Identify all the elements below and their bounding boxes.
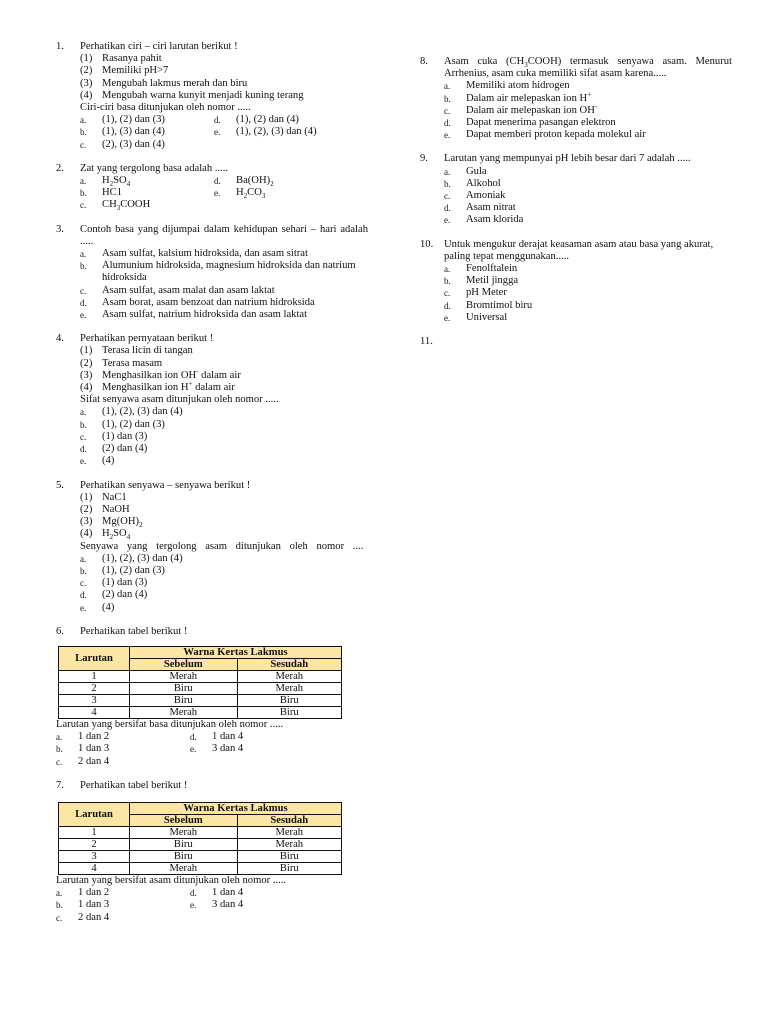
answer-option-d: d. Dapat menerima pasangan elektron xyxy=(444,117,616,129)
statement-item: (1) NaC1 xyxy=(80,491,127,503)
question-stem: Contoh basa yang dijumpai dalam kehidupan sehari – hari adalah ..... xyxy=(80,223,368,247)
question-stem: Asam cuka $(CH_3COOH)$ termasuk senyawa asam. Menurut Arrhenius, asam cuka memiliki sifat asam karena..... xyxy=(444,56,732,80)
litmus-table xyxy=(58,646,342,719)
answer-option-e: e. Dapat memberi proton kepada molekul air xyxy=(444,129,646,141)
answer-option-d: d. (1), (2) dan (4) xyxy=(214,114,299,126)
table-row: 2 Biru Merah xyxy=(59,838,342,850)
question-stem: Larutan yang mempunyai pH lebih besar dari 7 adalah ..... xyxy=(444,153,691,165)
answer-option-b: b. Alkohol xyxy=(444,177,501,189)
question-stem: Untuk mengukur derajat keasaman asam atau basa yang akurat, paling tepat menggunakan..... xyxy=(444,238,714,262)
answer-option-e: e. 3 dan 4 xyxy=(190,743,244,755)
question-stem: Perhatikan tabel berikut ! xyxy=(80,779,188,791)
statement-item: (2) Terasa masam xyxy=(80,357,163,369)
question-number: 4. xyxy=(56,333,64,345)
table-header-larutan: Larutan xyxy=(59,802,130,826)
answer-option-c: c. 2 dan 4 xyxy=(56,911,110,923)
question-number: 8. xyxy=(420,56,428,67)
answer-option-a: a. Gula xyxy=(444,165,487,177)
answer-option-e: e. (4) xyxy=(80,455,115,467)
answer-option-c: c. $CH_3COOH$ xyxy=(80,199,151,213)
table-row: 3 Biru Biru xyxy=(59,850,342,862)
answer-option-d: d. 1 dan 4 xyxy=(190,731,244,743)
question-4 xyxy=(56,333,368,467)
question-number: 10. xyxy=(420,238,434,250)
question-prompt: Ciri-ciri basa ditunjukan oleh nomor ..... xyxy=(80,102,251,114)
answer-option-c: c. 2 dan 4 xyxy=(56,755,110,767)
question-prompt: Sifat senyawa asam ditunjukan oleh nomor ..... xyxy=(80,394,279,406)
table-row: 4 Merah Biru xyxy=(59,862,342,874)
table-header-before: Sebelum xyxy=(130,814,238,826)
question-stem: Perhatikan tabel berikut ! xyxy=(80,625,188,637)
question-11 xyxy=(420,336,732,348)
answer-option-b: b. 1 dan 3 xyxy=(56,743,110,755)
answer-option-d: d. Asam borat, asam benzoat dan natrium hidroksida xyxy=(80,296,315,308)
table-header-before: Sebelum xyxy=(130,658,238,670)
question-number: 1. xyxy=(56,41,64,52)
answer-option-e: e. Asam klorida xyxy=(444,214,524,226)
statement-item: (1) Terasa licin di tangan xyxy=(80,345,193,357)
answer-options xyxy=(80,175,368,212)
table-row: 1 Merah Merah xyxy=(59,826,342,838)
statement-item: (2) Memiliki pH>7 xyxy=(80,65,169,77)
answer-option-a: a. (1), (2), (3) dan (4) xyxy=(80,552,183,564)
answer-option-b: b. HC1 xyxy=(80,187,123,199)
answer-option-a: a. 1 dan 2 xyxy=(56,887,110,899)
statement-item: (1) Rasanya pahit xyxy=(80,53,162,65)
table-header-group: Warna Kertas Lakmus xyxy=(130,646,342,658)
answer-option-e: e. Universal xyxy=(444,311,508,323)
table-header-after: Sesudah xyxy=(237,814,341,826)
question-number: 2. xyxy=(56,162,64,174)
answer-option-c: c. Dalam air melepaskan ion OH- xyxy=(444,102,598,116)
answer-option-d: d. 1 dan 4 xyxy=(190,887,244,899)
question-stem: Perhatikan pernyataan berikut ! xyxy=(80,333,214,345)
answer-option-e: e. 3 dan 4 xyxy=(190,899,244,911)
left-column xyxy=(56,41,368,936)
question-number: 11. xyxy=(420,336,433,348)
answer-option-d: d. Bromtimol biru xyxy=(444,299,533,311)
question-number: 3. xyxy=(56,223,64,235)
table-row: 4 Merah Biru xyxy=(59,706,342,718)
answer-option-c: c. (1) dan (3) xyxy=(80,577,148,589)
answer-option-a: a. 1 dan 2 xyxy=(56,731,110,743)
answer-option-b: b. (1), (2) dan (3) xyxy=(80,418,165,430)
question-1 xyxy=(56,41,368,151)
answer-option-a: a. Memiliki atom hidrogen xyxy=(444,80,570,92)
statement-item: (3) Mengubah lakmus merah dan biru xyxy=(80,77,248,89)
answer-option-b: b. 1 dan 3 xyxy=(56,899,110,911)
table-header-after: Sesudah xyxy=(237,658,341,670)
table-row: 2 Biru Merah xyxy=(59,682,342,694)
question-prompt: Larutan yang bersifat basa ditunjukan oleh nomor ..... xyxy=(56,718,284,730)
table-row: 1 Merah Merah xyxy=(59,670,342,682)
statement-item: (4) Mengubah warna kunyit menjadi kuning terang xyxy=(80,89,304,101)
answer-option-e: e. (1), (2), (3) dan (4) xyxy=(214,126,317,138)
question-5 xyxy=(56,480,368,614)
question-stem: Perhatikan ciri – ciri larutan berikut ! xyxy=(80,41,238,52)
question-stem: Perhatikan senyawa – senyawa berikut ! xyxy=(80,479,251,491)
answer-options xyxy=(56,887,368,924)
statement-item: (3) $Mg(OH)_2$ xyxy=(80,516,143,530)
answer-option-e: e. $H_2CO_3$ xyxy=(214,187,266,201)
answer-option-b: b. (1), (3) dan (4) xyxy=(80,126,165,138)
statement-item: (2) NaOH xyxy=(80,503,130,515)
answer-option-c: c. pH Meter xyxy=(444,287,507,299)
question-prompt: Senyawa yang tergolong asam ditunjukan oleh nomor .... xyxy=(80,540,364,552)
question-7 xyxy=(56,780,368,924)
answer-option-a: a. Fenolftalein xyxy=(444,263,518,275)
answer-option-e: e. (4) xyxy=(80,601,115,613)
answer-option-d: d. (2) dan (4) xyxy=(80,443,148,455)
answer-option-b: b. Alumunium hidroksida, magnesium hidroksida dan natrium hidroksida xyxy=(80,260,356,284)
answer-option-a: a. $H_2SO_4$ xyxy=(80,175,131,189)
answer-option-d: d. Asam nitrat xyxy=(444,202,516,214)
question-number: 7. xyxy=(56,779,64,791)
answer-option-c: c. (2), (3) dan (4) xyxy=(80,138,165,150)
answer-option-c: c. Amoniak xyxy=(444,190,506,202)
question-2 xyxy=(56,163,368,212)
answer-option-a: a. (1), (2) dan (3) xyxy=(80,114,165,126)
question-10 xyxy=(420,239,732,324)
table-row: 3 Biru Biru xyxy=(59,694,342,706)
answer-option-c: c. Asam sulfat, asam malat dan asam laktat xyxy=(80,284,275,296)
litmus-table xyxy=(58,802,342,875)
table-header-larutan: Larutan xyxy=(59,646,130,670)
right-column xyxy=(420,56,732,360)
statement-item: (4) $H_2SO_4$ xyxy=(80,528,131,542)
question-prompt: Larutan yang bersifat asam ditunjukan oleh nomor ..... xyxy=(56,874,287,886)
question-9 xyxy=(420,153,732,226)
answer-option-d: d. $Ba(OH)_2$ xyxy=(214,175,274,189)
statement-item: (4) Menghasilkan ion H+ dalam air xyxy=(80,379,235,394)
question-number: 6. xyxy=(56,625,64,637)
question-3 xyxy=(56,224,368,322)
question-number: 5. xyxy=(56,479,64,491)
answer-option-b: b. Metil jingga xyxy=(444,275,519,287)
answer-option-a: a. (1), (2), (3) dan (4) xyxy=(80,406,183,418)
answer-option-b: b. Dalam air melepaskan ion H+ xyxy=(444,90,592,104)
question-6 xyxy=(56,626,368,768)
answer-option-a: a. Asam sulfat, kalsium hidroksida, dan asam sitrat xyxy=(80,248,308,260)
answer-options xyxy=(56,731,368,768)
answer-option-c: c. (1) dan (3) xyxy=(80,430,148,442)
answer-options xyxy=(80,114,368,151)
answer-option-e: e. Asam sulfat, natrium hidroksida dan asam laktat xyxy=(80,309,308,321)
answer-option-b: b. (1), (2) dan (3) xyxy=(80,564,165,576)
statement-item: (3) Menghasilkan ion OH- dalam air xyxy=(80,367,241,381)
question-number: 9. xyxy=(420,153,428,165)
question-8 xyxy=(420,56,732,141)
question-stem: Zat yang tergolong basa adalah ..... xyxy=(80,162,229,174)
table-header-group: Warna Kertas Lakmus xyxy=(130,802,342,814)
answer-option-d: d. (2) dan (4) xyxy=(80,589,148,601)
